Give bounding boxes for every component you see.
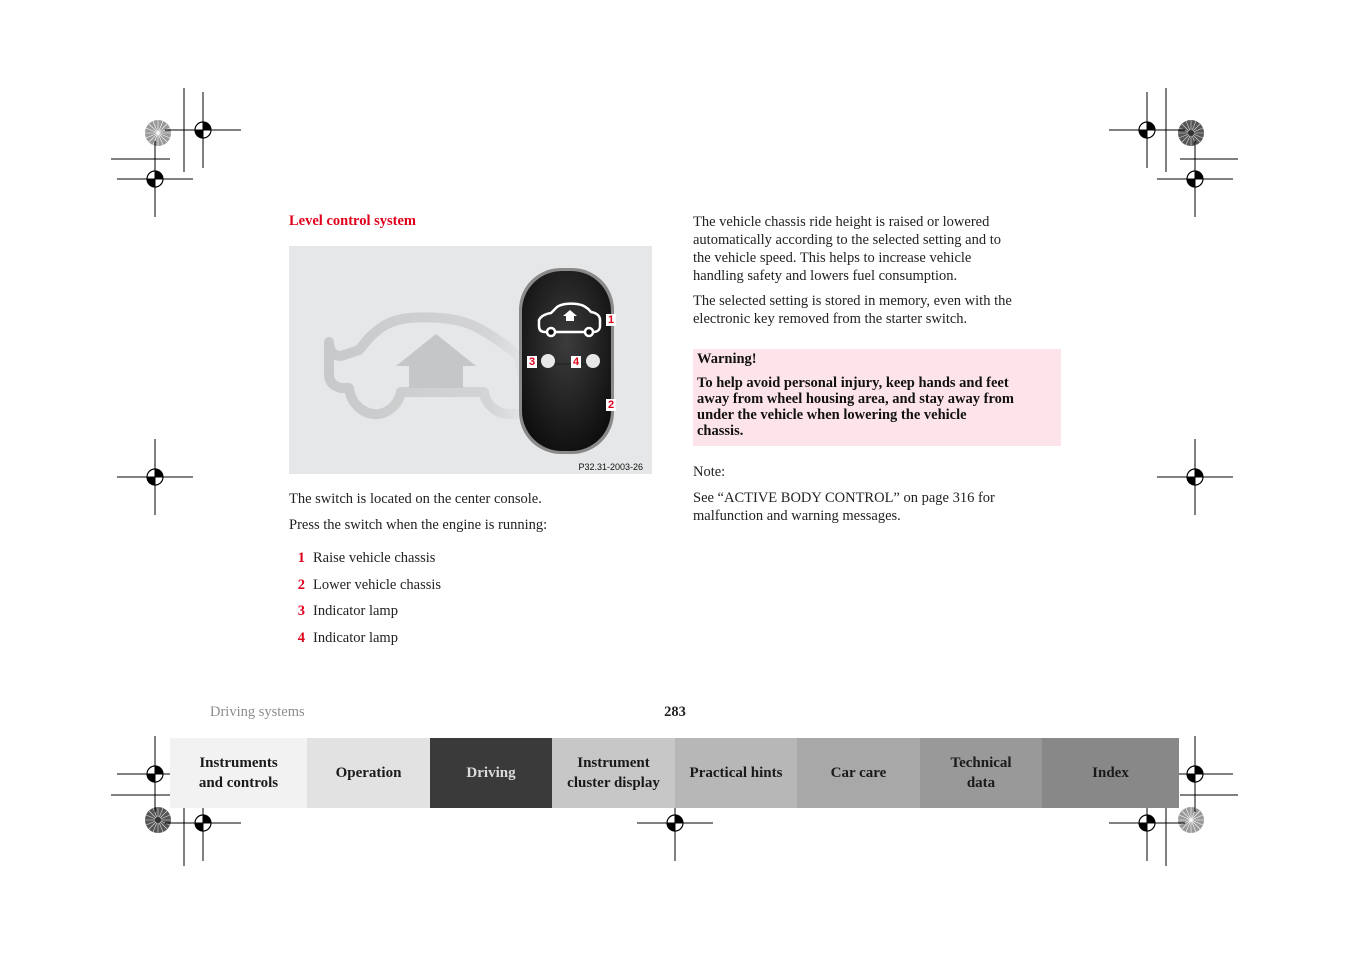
warning-box xyxy=(693,349,1061,446)
text-line: automatically according to the selected setting and to xyxy=(693,232,1002,248)
text-line: See “ACTIVE BODY CONTROL” on page 316 for xyxy=(693,490,995,506)
tab-practical-hints[interactable] xyxy=(675,738,797,808)
text-line: electronic key removed from the starter switch. xyxy=(693,311,968,327)
list-item xyxy=(289,603,398,620)
tab-index[interactable] xyxy=(1042,738,1179,808)
figure-code: P32.31-2003-26 xyxy=(578,462,643,472)
footer-section-name: Driving systems xyxy=(210,704,305,720)
tab-technical-data[interactable] xyxy=(920,738,1042,808)
indicator-lamp-3-icon xyxy=(541,354,555,368)
tab-label-line: Driving xyxy=(466,765,516,781)
tab-instrument-cluster-display[interactable] xyxy=(552,738,675,808)
section-title: Level control system xyxy=(289,213,416,229)
tab-label-line: Practical hints xyxy=(689,765,783,781)
text-line: under the vehicle when lowering the vehicle xyxy=(697,407,967,423)
text-line: handling safety and lowers fuel consumption. xyxy=(693,268,958,284)
list-item xyxy=(289,577,441,594)
tab-label-line: Instrument xyxy=(577,755,650,771)
list-item-number: 3 xyxy=(297,603,305,619)
callout-1: 1 xyxy=(608,314,615,326)
note-label: Note: xyxy=(693,464,726,480)
level-control-switch-figure xyxy=(289,246,652,474)
level-control-switch-illustration xyxy=(289,246,652,474)
text-line: The vehicle chassis ride height is raised or lowered xyxy=(693,214,990,230)
memory-paragraph xyxy=(693,292,1012,328)
callout-2: 2 xyxy=(608,399,615,411)
warning-text xyxy=(697,375,1059,439)
tab-label-line: Technical xyxy=(950,755,1012,771)
tab-label-line: and controls xyxy=(198,775,279,791)
page-number: 283 xyxy=(664,704,686,720)
tab-label-line: Instruments xyxy=(199,755,278,771)
tab-label-line: Car care xyxy=(830,765,887,781)
tab-instruments-and-controls[interactable] xyxy=(170,738,307,808)
tab-car-care[interactable] xyxy=(797,738,920,808)
tab-operation[interactable] xyxy=(307,738,430,808)
chapter-tab-bar xyxy=(170,738,1179,808)
list-item-number: 2 xyxy=(297,577,305,593)
list-item-text: Indicator lamp xyxy=(313,630,398,646)
press-switch-text: Press the switch when the engine is running: xyxy=(289,517,548,533)
text-line: The selected setting is stored in memory, even with the xyxy=(693,293,1012,309)
callout-4: 4 xyxy=(573,356,580,368)
tab-label-line: Operation xyxy=(335,765,402,781)
text-line: To help avoid personal injury, keep hands and feet xyxy=(697,375,1009,391)
list-item-number: 1 xyxy=(297,550,305,566)
list-item-number: 4 xyxy=(297,630,305,646)
indicator-lamp-4-icon xyxy=(586,354,600,368)
note-text xyxy=(693,489,995,525)
list-item xyxy=(289,630,398,647)
tab-label-line: Index xyxy=(1092,765,1129,781)
text-line: chassis. xyxy=(697,423,744,439)
list-item-text: Lower vehicle chassis xyxy=(313,577,442,593)
list-item-text: Indicator lamp xyxy=(313,603,398,619)
raise-arrow-icon xyxy=(396,334,476,388)
list-item xyxy=(289,550,435,567)
callout-3: 3 xyxy=(529,356,536,368)
tab-driving[interactable] xyxy=(430,738,552,808)
text-line: away from wheel housing area, and stay away from xyxy=(697,391,1014,407)
tab-label-line: data xyxy=(966,775,996,791)
list-item-text: Raise vehicle chassis xyxy=(313,550,436,566)
warning-title: Warning! xyxy=(697,351,757,367)
switch-location-text: The switch is located on the center console. xyxy=(289,491,542,507)
ride-height-paragraph xyxy=(693,213,1001,285)
tab-label-line: cluster display xyxy=(567,775,660,791)
text-line: malfunction and warning messages. xyxy=(693,508,901,524)
text-line: the vehicle speed. This helps to increase vehicle xyxy=(693,250,972,266)
